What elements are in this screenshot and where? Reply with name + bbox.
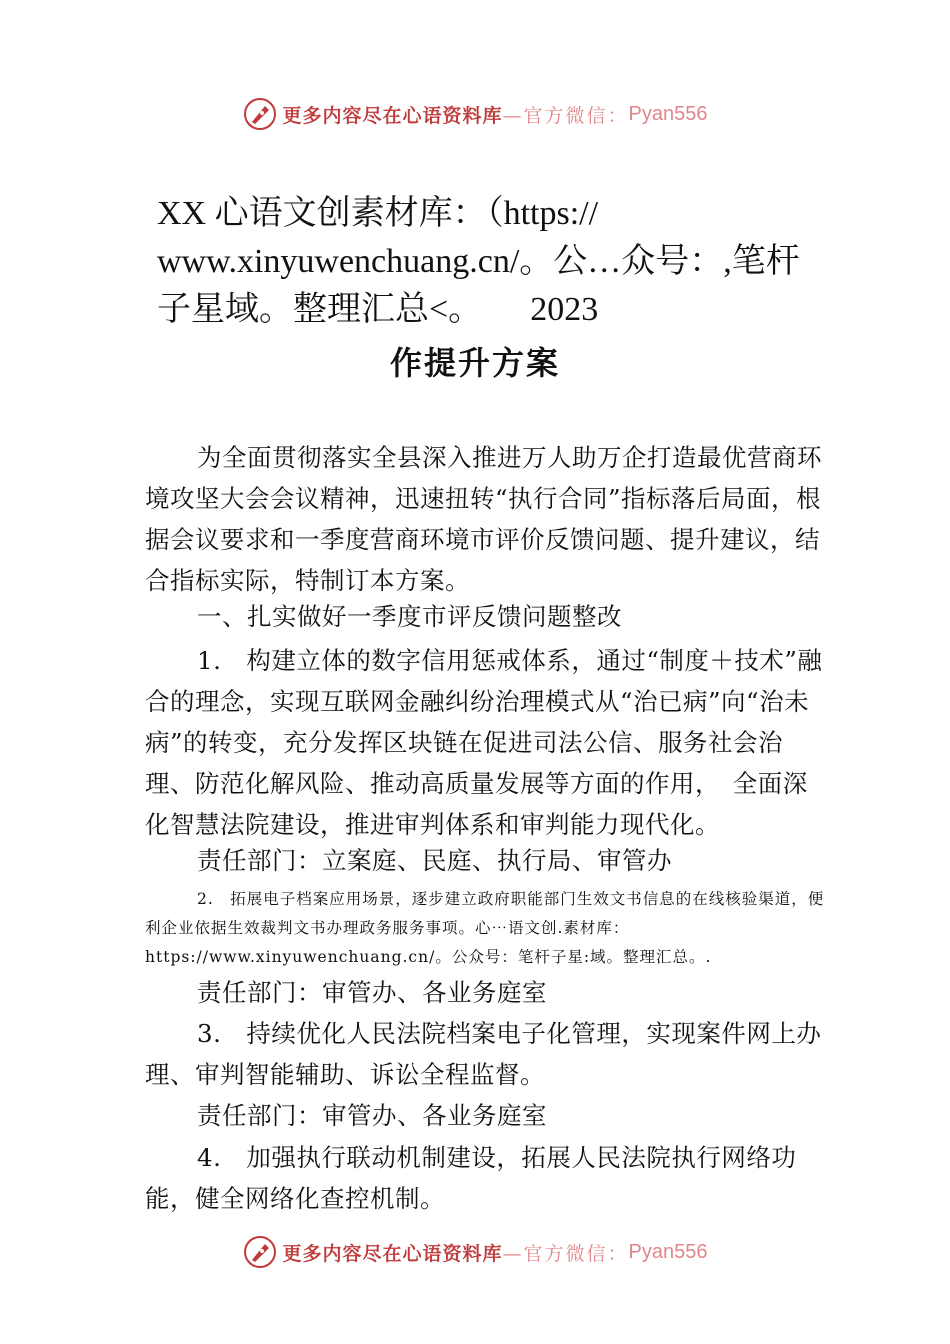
- banner-dash-text: —官方微信：: [502, 1242, 629, 1265]
- responsibility-line: 责任部门：审管办、各业务庭室: [197, 1101, 547, 1130]
- banner-text: 更多内容尽在心语资料库: [282, 104, 503, 127]
- list-item: 4. 加强执行联动机制建设，拓展人民法院执行网络功能，健全网络化查控机制。: [145, 1143, 797, 1213]
- header-line-text: 子星域。整理汇总<。: [157, 291, 483, 328]
- banner-text: 更多内容尽在心语资料库: [282, 1242, 503, 1265]
- banner-wechat-id: Pyan556: [628, 1240, 708, 1263]
- list-item: 1. 构建立体的数字信用惩戒体系，通过“制度＋技术”融合的理念，实现互联网金融纠纷治理模式从“治已病”向“治未病”的转变，充分发挥区块链在促进司法公信、服务社会治理、防范化解风险、推动高质量发展等方面的作用， 全面深化智慧法院建设，推进审判体系和审判能力现代化。: [145, 646, 823, 839]
- list-item: 3. 持续优化人民法院档案电子化管理，实现案件网上办理、审判智能辅助、诉讼全程监督。: [145, 1019, 822, 1089]
- list-item-small: 2. 拓展电子档案应用场景，逐步建立政府职能部门生效文书信息的在线核验渠道，便利企业依据生效裁判文书办理政务服务事项。心⋯语文创.素材库：https://www.xinyuwenchuang.cn/。公众号：笔杆子星:域。整理汇总。.: [145, 890, 825, 966]
- header-line: XX 心语文创素材库：（https://: [157, 195, 599, 232]
- header-banner: [0, 94, 950, 134]
- pen-nib-logo-icon: [243, 1235, 277, 1269]
- pen-nib-logo-icon: [243, 97, 277, 131]
- document-header: [157, 190, 837, 334]
- header-line: www.xinyuwenchuang.cn/。公…众号：,笔杆: [157, 243, 800, 280]
- intro-paragraph: 为全面贯彻落实全县深入推进万人助万企打造最优营商环境攻坚大会会议精神，迅速扭转“执行合同”指标落后局面，根据会议要求和一季度营商环境市评价反馈问题、提升建议，结合指标实际，特制订本方案。: [145, 443, 822, 595]
- header-year: 2023: [530, 291, 599, 328]
- banner-dash-text: —官方微信：: [502, 104, 629, 127]
- page-title: 作提升方案: [389, 344, 560, 382]
- section-heading: 一、扎实做好一季度市评反馈问题整改: [197, 602, 622, 631]
- banner-wechat-id: Pyan556: [628, 102, 708, 125]
- responsibility-line: 责任部门：审管办、各业务庭室: [197, 978, 547, 1007]
- header-line: [157, 286, 837, 334]
- responsibility-line: 责任部门：立案庭、民庭、执行局、审管办: [197, 846, 672, 875]
- footer-banner: [0, 1232, 950, 1272]
